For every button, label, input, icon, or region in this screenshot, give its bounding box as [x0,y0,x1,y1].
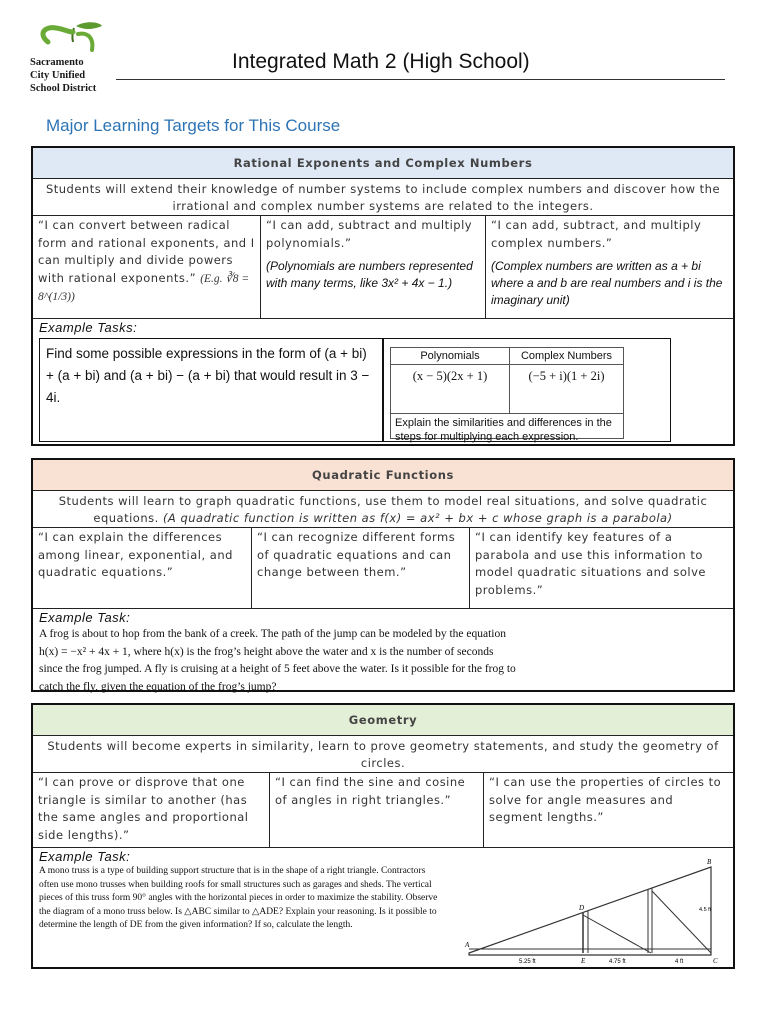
table-header: Complex Numbers [520,350,613,362]
target-text: “I can prove or disprove that one triangle is similar to another (has the same angles and proportional side lengths).” [38,775,249,842]
target-text: “I can use the properties of circles to solve for angle measures and segment lengths.” [489,775,722,824]
mono-truss-diagram [463,855,723,965]
table-cell: (x − 5)(2x + 1) [391,365,510,413]
example-label: Example Task: [39,849,131,864]
target-text: “I can explain the differences among linear, exponential, and quadratic equations.” [38,530,233,579]
task-text: A mono truss is a type of building support structure that is in the shape of a right triangle. Contractors often use mono trusses when building roofs for small structures such as garages and sheds. The vertical pieces of this truss form 90° angles with the horizontal pieces in order to maximize the stability. Observe the diagram of a mono truss below. Is △ABC similar to △ADE? Explain your reasoning. Is it possible to determine the length of DE from the given information? If so, calculate the length. [39,866,438,930]
page-subtitle: Major Learning Targets for This Course [46,116,341,135]
task-text: Find some possible expressions in the form of (a + bi) + (a + bi) and (a + bi) − (a + bi) that would result in 3 − 4i. [46,346,370,405]
title-divider [116,79,725,80]
comparison-table [390,347,624,443]
point-label: B [707,858,712,866]
section-rational-exponents [31,146,735,446]
table-header: Polynomials [391,348,510,364]
section-title: Geometry [33,705,733,736]
page-title: Integrated Math 2 (High School) [232,50,530,73]
logo-line: City Unified [30,70,86,81]
length-label: 4.75 ft [609,959,626,965]
section-title: Rational Exponents and Complex Numbers [33,148,733,179]
section-quadratic-functions [31,458,735,692]
section-geometry [31,703,735,969]
point-label: E [581,957,586,965]
target-col [485,216,733,318]
target-text: “I can add, subtract and multiply polynomials.” [266,218,473,250]
task-text: A frog is about to hop from the bank of a creek. The path of the jump can be modeled by the equation h(x) = −x² + 4x + 1, where h(x) is the frog’s height above the water and x is the number of seconds since the frog jumped. A fly is cruising at a height of 5 feet above the water. Is it possible for the frog to catch the fly, given the equation of the frog’s jump? [39,628,516,693]
logo-line: Sacramento [30,57,84,68]
target-col [33,773,269,847]
district-logo [22,20,122,102]
target-col [469,528,733,608]
length-label: 5.25 ft [519,959,536,965]
table-footer: Explain the similarities and differences in the steps for multiplying each expression. [395,417,612,443]
target-text: “I can convert between radical form and rational exponents, and I can multiply and divide powers with rational exponents.” [38,218,255,285]
point-label: A [465,941,470,949]
task-box [39,338,383,442]
apple-leaf-icon [28,20,108,60]
target-col [251,528,469,608]
section-title: Quadratic Functions [33,460,733,491]
intro-definition: (A quadratic function is written as f(x) = ax² + bx + c whose graph is a parabola) [162,510,673,525]
comparison-box [383,338,671,442]
point-label: C [713,957,718,965]
target-example: (E.g. ∛8 = 8^(1/3)) [38,272,250,303]
intro-text: Students will learn to graph quadratic functions, use them to model real situations, and solve quadratic equations. [58,494,708,525]
target-col [483,773,733,847]
target-col [33,528,251,608]
section-intro: Students will extend their knowledge of number systems to include complex numbers and discover how the irrational and complex number systems are related to the integers. [33,179,733,216]
logo-line: School District [30,83,97,94]
target-text: “I can find the sine and cosine of angles in right triangles.” [275,775,466,807]
section-intro [33,491,733,528]
section-intro: Students will become experts in similarity, learn to prove geometry statements, and study the geometry of circles. [33,736,733,773]
point-label: D [579,904,585,912]
target-col [33,216,260,318]
target-col [269,773,483,847]
table-cell: (−5 + i)(1 + 2i) [528,369,605,383]
length-label: 4.5 ft [699,907,712,913]
target-note: (Polynomials are numbers represented with many terms, like 3x² + 4x − 1.) [266,259,473,290]
length-label: 4 ft [675,959,684,965]
target-text: “I can add, subtract, and multiply complex numbers.” [491,218,702,250]
example-label: Example Tasks: [39,320,138,335]
target-note: (Complex numbers are written as a + bi where a and b are real numbers and i is the imaginary unit) [491,259,723,307]
target-text: “I can recognize different forms of quadratic equations and can change between them.” [257,530,456,579]
target-col [260,216,485,318]
example-label: Example Task: [39,610,131,625]
target-text: “I can identify key features of a parabola and use this information to model quadratic situations and solve problems.” [475,530,706,597]
